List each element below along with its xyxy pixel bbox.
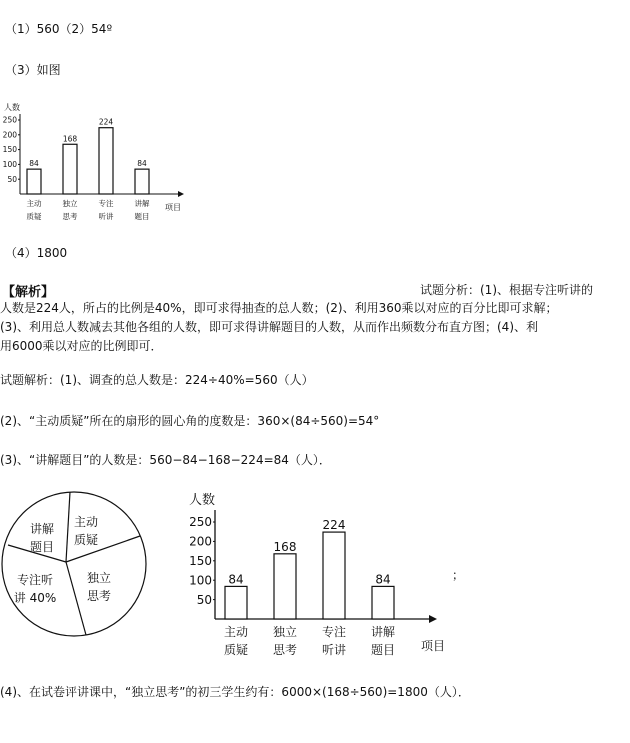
bar	[99, 128, 113, 194]
bar	[323, 532, 345, 619]
solution-step-4: (4)、在试卷评讲课中，“独立思考”的初三学生约有：6000×(168÷560)=1800（人）．	[0, 685, 470, 699]
y-tick-label: 50	[196, 592, 212, 607]
bar-value-label: 84	[137, 159, 147, 169]
bar	[27, 169, 41, 194]
category-label: 讲解题目	[134, 199, 150, 221]
y-tick-label: 100	[2, 160, 17, 170]
pie-divider-4	[66, 562, 86, 635]
bar	[372, 586, 394, 619]
pie-slice-label: 主动质疑	[73, 515, 99, 547]
y-tick-label: 250	[2, 115, 17, 125]
y-tick-label: 250	[189, 515, 212, 530]
pie-slice-label: 讲解题目	[29, 522, 55, 554]
pie-chart	[0, 490, 160, 650]
pie-slice-label: 专注听讲 40%	[13, 573, 57, 605]
y-tick-label: 150	[189, 554, 212, 568]
category-label: 主动质疑	[223, 625, 249, 657]
small-bar-chart	[0, 100, 210, 230]
semicolon: ；	[452, 568, 465, 582]
category-label: 专注听讲	[98, 199, 114, 221]
chart-xlabel: 项目	[421, 639, 446, 653]
bar-value-label: 224	[98, 117, 114, 127]
category-label: 讲解题目	[370, 625, 396, 657]
small-x-arrow	[178, 191, 184, 197]
y-tick-label: 100	[189, 573, 212, 588]
y-tick-label: 200	[189, 534, 212, 549]
pie-slice-label: 独立思考	[86, 571, 112, 603]
solution-step-3: (3)、“讲解题目”的人数是：560−84−168−224=84（人）．	[0, 453, 331, 467]
bar-value-label: 224	[322, 518, 346, 533]
bar	[274, 554, 296, 619]
category-label: 主动质疑	[26, 199, 42, 221]
x-axis-arrow	[429, 615, 437, 623]
bar	[135, 169, 149, 194]
pie-divider-2	[66, 492, 70, 562]
analysis-intro-line-3: (3)、利用总人数减去其他各组的人数，即可求得讲解题目的人数，从而作出频数分布直方图；(4)、利	[0, 320, 538, 334]
pie-outline	[2, 492, 146, 636]
bar	[63, 144, 77, 194]
solution-step-1: 试题解析：(1)、调查的总人数是：224÷40%=560（人）	[0, 373, 314, 387]
analysis-heading: 【解析】	[2, 285, 55, 300]
bar	[225, 586, 247, 619]
y-tick-label: 150	[2, 145, 17, 155]
bar-value-label: 168	[273, 539, 297, 554]
y-tick-label: 200	[2, 130, 17, 140]
analysis-intro-right: 试题分析：(1)、根据专注听讲的	[420, 283, 593, 297]
category-label: 专注听讲	[321, 625, 347, 657]
small-chart-ylabel: 人数	[4, 103, 20, 112]
analysis-intro-line-4: 用6000乘以对应的比例即可．	[0, 339, 163, 353]
answer-line-4: （4）1800	[5, 246, 68, 260]
answer-line-3: （3）如图	[5, 63, 61, 77]
bar-value-label: 84	[228, 572, 244, 587]
y-tick-label: 50	[7, 174, 17, 184]
answer-line-1: （1）560（2）54º	[5, 22, 113, 36]
bar-value-label: 84	[29, 159, 39, 169]
bar-value-label: 84	[375, 572, 391, 587]
category-label: 独立思考	[62, 199, 78, 221]
bar-value-label: 168	[62, 134, 78, 144]
solution-step-2: (2)、“主动质疑”所在的扇形的圆心角的度数是：360×(84÷560)=54°	[0, 414, 380, 428]
analysis-intro-line-2: 人数是224人，所占的比例是40%，即可求得抽查的总人数；(2)、利用360乘以对应的百分比即可求解；	[0, 301, 558, 315]
main-bar-chart	[185, 488, 460, 663]
chart-ylabel: 人数	[189, 493, 216, 508]
category-label: 独立思考	[272, 625, 298, 657]
small-chart-xlabel: 项目	[165, 203, 181, 212]
